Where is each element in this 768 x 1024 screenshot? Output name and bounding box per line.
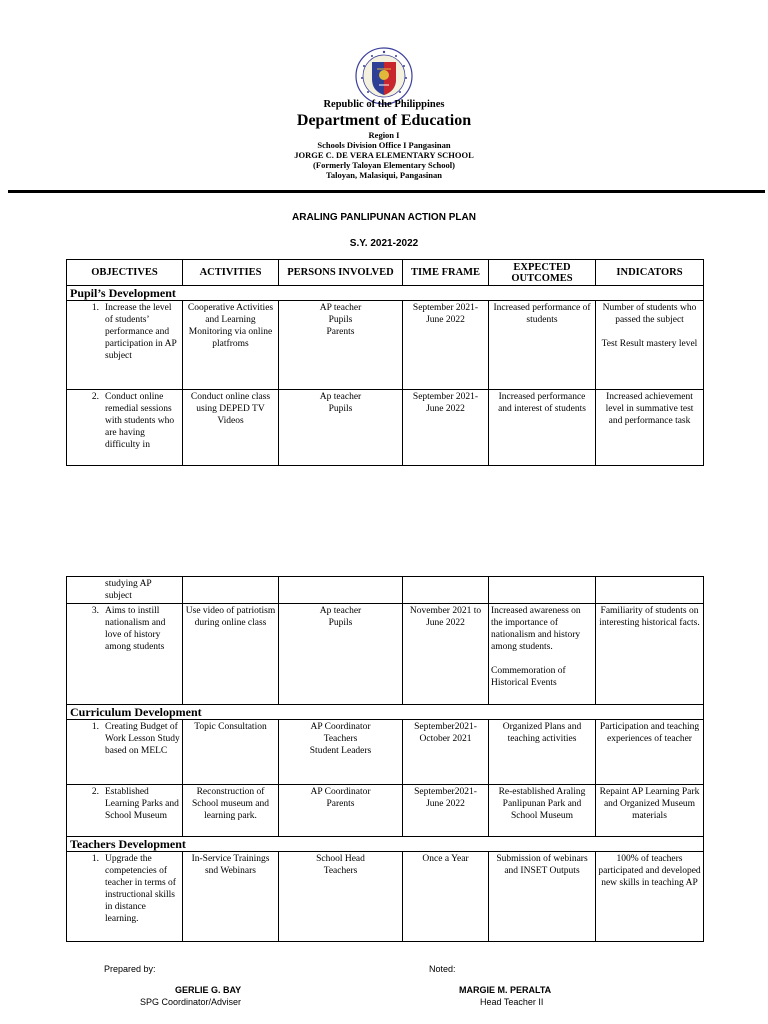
table-row	[67, 604, 704, 705]
objective-text: studying AP subject	[105, 579, 152, 601]
objective-text: Upgrade the competencies of teacher in terms of instructional skills in distance learning.	[105, 854, 176, 924]
header-divider	[8, 190, 765, 193]
outcome-text: Commemoration of Historical Events	[491, 666, 566, 688]
time-frame-text: Once a Year	[403, 852, 489, 942]
action-plan-table-continued	[66, 576, 704, 942]
header-region: Region I	[368, 130, 400, 140]
objective-text: Established Learning Parks and School Museum	[105, 787, 179, 821]
col-time-frame: TIME FRAME	[403, 260, 489, 286]
person: AP Coordinator	[310, 722, 371, 732]
person: Pupils	[328, 618, 353, 628]
row-number: 2.	[91, 787, 99, 797]
noted-label: Noted:	[429, 964, 456, 974]
activity-text: Topic Consultation	[183, 720, 279, 785]
section-pupils: Pupil’s Development	[67, 286, 704, 301]
indicator-text: Familiarity of students on interesting historical facts.	[596, 604, 704, 705]
outcome-text: Re-established Araling Panlipunan Park and School Museum	[489, 785, 596, 837]
person: Student Leaders	[309, 746, 372, 756]
table-row	[67, 720, 704, 785]
prepared-by-role: SPG Coordinator/Adviser	[140, 997, 242, 1007]
objective-text: Conduct online remedial sessions with students who are having difficulty in	[105, 392, 175, 450]
table-row	[67, 577, 704, 604]
row-number: 1.	[91, 303, 99, 313]
indicator-text: Number of students who passed the subject	[602, 303, 697, 325]
persons-cell	[279, 852, 403, 942]
activity-text: In-Service Trainings snd Webinars	[183, 852, 279, 942]
col-persons: PERSONS INVOLVED	[279, 260, 403, 286]
person: Pupils	[328, 404, 353, 414]
prepared-by-name: GERLIE G. BAY	[175, 985, 242, 995]
row-number: 1.	[91, 722, 99, 732]
person: Teachers	[323, 866, 358, 876]
header-school: JORGE C. DE VERA ELEMENTARY SCHOOL	[294, 150, 474, 160]
col-expected-outcomes: EXPECTED OUTCOMES	[489, 260, 596, 286]
persons-cell	[279, 785, 403, 837]
section-row	[67, 837, 704, 852]
outcome-text: Increased performance of students	[489, 301, 596, 390]
section-row	[67, 286, 704, 301]
activity-text: Use video of patriotism during online class	[183, 604, 279, 705]
indicator-text: Test Result mastery level	[601, 339, 698, 349]
person: AP Coordinator	[310, 787, 371, 797]
time-frame-text: September2021- October 2021	[403, 720, 489, 785]
noted-role: Head Teacher II	[480, 997, 544, 1007]
table-row	[67, 301, 704, 390]
indicator-text: Participation and teaching experiences of teacher	[596, 720, 704, 785]
indicator-text: 100% of teachers participated and developed new skills in teaching AP	[596, 852, 704, 942]
action-plan-table	[66, 259, 704, 466]
table-row	[67, 852, 704, 942]
person: Parents	[326, 327, 355, 337]
table-row	[67, 785, 704, 837]
table-row	[67, 390, 704, 466]
section-teachers: Teachers Development	[67, 837, 704, 852]
school-year: S.Y. 2021-2022	[349, 238, 419, 249]
section-curriculum: Curriculum Development	[67, 705, 704, 720]
person: Parents	[326, 799, 355, 809]
outcome-text: Increased performance and interest of students	[489, 390, 596, 466]
header-department: Department of Education	[296, 112, 472, 129]
person: School Head	[316, 854, 365, 864]
persons-cell	[279, 720, 403, 785]
indicator-cell	[596, 301, 704, 390]
row-number: 2.	[91, 392, 99, 402]
objective-text: Aims to instill nationalism and love of history among students	[105, 606, 166, 652]
objective-text: Creating Budget of Work Lesson Study based on MELC	[105, 722, 180, 756]
indicator-text: Repaint AP Learning Park and Organized Museum materials	[596, 785, 704, 837]
outcome-text: Submission of webinars and INSET Outputs	[489, 852, 596, 942]
header-division: Schools Division Office I Pangasinan	[317, 140, 451, 150]
deped-seal	[355, 47, 413, 105]
col-objectives: OBJECTIVES	[67, 260, 183, 286]
col-activities: ACTIVITIES	[183, 260, 279, 286]
time-frame-text: September 2021- June 2022	[403, 301, 489, 390]
time-frame-text: September2021- June 2022	[403, 785, 489, 837]
header-location: Taloyan, Malasiqui, Pangasinan	[326, 170, 442, 180]
activity-text: Cooperative Activities and Learning Monitoring via online platfroms	[183, 301, 279, 390]
table-header-row	[67, 260, 704, 286]
time-frame-text: September 2021- June 2022	[403, 390, 489, 466]
activity-text: Conduct online class using DEPED TV Videos	[183, 390, 279, 466]
row-number: 1.	[91, 854, 99, 864]
header-formerly: (Formerly Taloyan Elementary School)	[313, 160, 455, 170]
row-number: 3.	[91, 606, 99, 616]
objective-text: Increase the level of students’ performance and participation in AP subject	[105, 303, 177, 361]
persons-cell	[279, 301, 403, 390]
indicator-text: Increased achievement level in summative test and performance task	[596, 390, 704, 466]
prepared-by-label: Prepared by:	[104, 964, 156, 974]
persons-cell	[279, 390, 403, 466]
col-indicators: INDICATORS	[596, 260, 704, 286]
section-row	[67, 705, 704, 720]
person: Teachers	[323, 734, 358, 744]
outcome-text: Increased awareness on the importance of nationalism and history among students.	[491, 606, 581, 652]
person: AP teacher	[319, 303, 362, 313]
noted-name: MARGIE M. PERALTA	[459, 985, 552, 995]
outcome-text: Organized Plans and teaching activities	[489, 720, 596, 785]
person: Pupils	[328, 315, 353, 325]
time-frame-text: November 2021 to June 2022	[403, 604, 489, 705]
persons-cell	[279, 604, 403, 705]
outcome-cell	[489, 604, 596, 705]
person: Ap teacher	[319, 392, 362, 402]
header-republic: Republic of the Philippines	[323, 99, 445, 110]
document-title: ARALING PANLIPUNAN ACTION PLAN	[292, 212, 476, 223]
person: Ap teacher	[319, 606, 362, 616]
activity-text: Reconstruction of School museum and learning park.	[183, 785, 279, 837]
